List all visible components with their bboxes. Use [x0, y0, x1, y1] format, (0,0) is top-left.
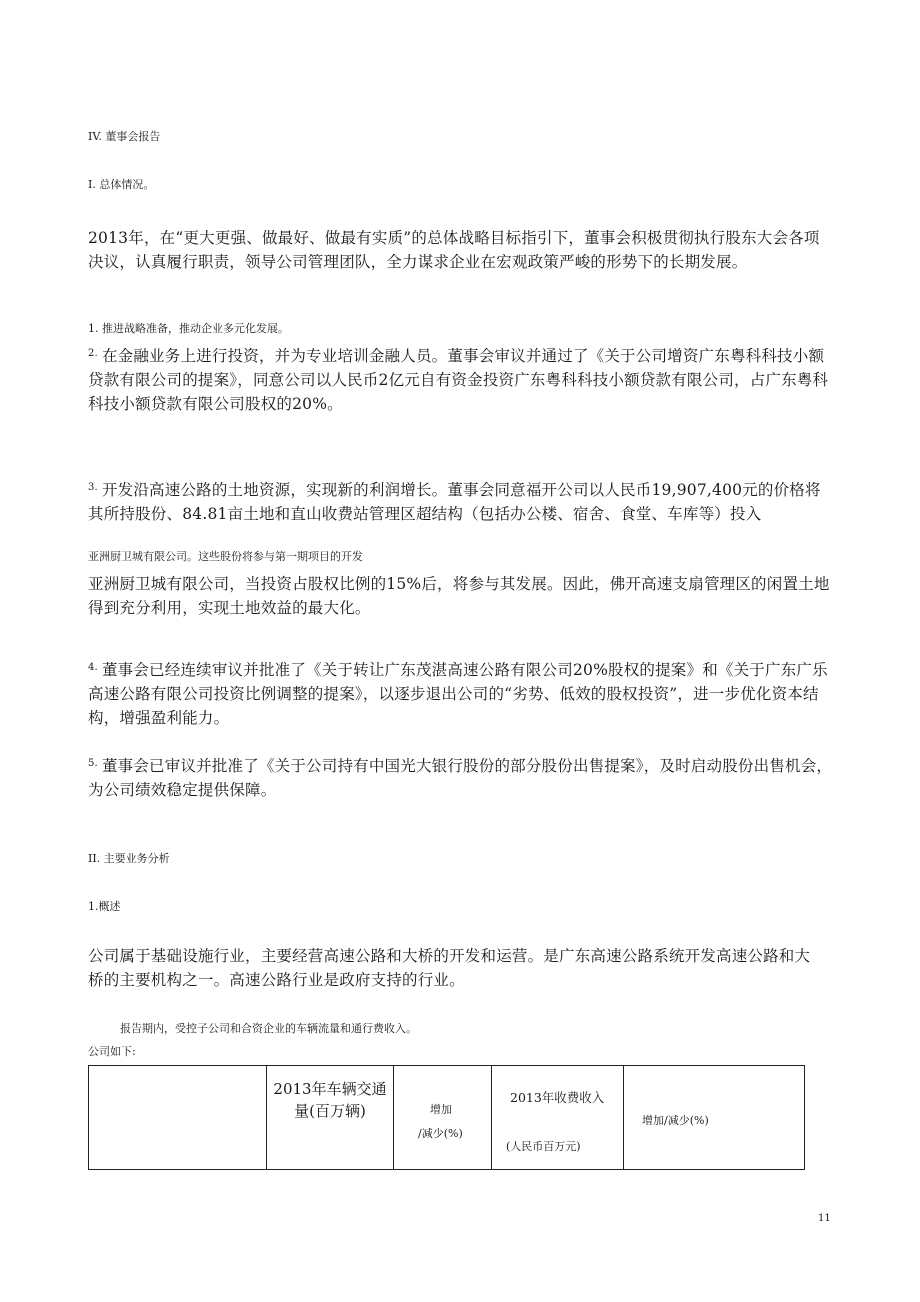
business-overview-paragraph: 公司属于基础设施行业，主要经营高速公路和大桥的开发和运营。是广东高速公路系统开发高速公路和大桥的主要机构之一。高速公路行业是政府支持的行业。: [88, 947, 811, 989]
list-item-text: 开发沿高速公路的土地资源，实现新的利润增长。董事会同意福开公司以人民币19,907,400元的价格将其所持股份、84.81亩土地和直山收费站管理区超结构（包括办公楼、宿舍、食堂、车库等）投入: [88, 481, 821, 523]
overview-paragraph: 2013年，在“更大更强、做最好、做最有实质”的总体战略目标指引下，董事会积极贯彻执行股东大会各项决议，认真履行职责，领导公司管理团队，全力谋求企业在宏观政策严峻的形势下的长期发展。: [88, 229, 820, 271]
list-item-text: 推进战略准备，推动企业多元化发展。: [102, 322, 289, 335]
overview-heading: I. 总体情况。: [88, 178, 155, 191]
page-number: 11: [818, 1213, 831, 1224]
table-header-revenue-change: 增加/减少(%): [624, 1066, 805, 1170]
list-item-number: 4.: [88, 662, 98, 673]
table-intro-line-1: 报告期内，受控子公司和合资企业的车辆流量和通行费收入。: [120, 1022, 417, 1035]
list-item-4: [88, 658, 833, 730]
table-header-traffic-volume: 2013年车辆交通量(百万辆): [267, 1066, 394, 1170]
list-item-3: [88, 478, 833, 526]
table-header-row: [89, 1066, 805, 1170]
table-header-toll-revenue: 2013年收费收入 (人民币百万元): [492, 1066, 624, 1170]
table-intro-line-2: 公司如下:: [88, 1045, 136, 1058]
traffic-revenue-table: [88, 1065, 805, 1170]
list-item-1: [88, 322, 289, 336]
table-header-traffic-change: 增加 /减少(%): [394, 1066, 492, 1170]
section-heading-business-analysis: II. 主要业务分析: [88, 852, 170, 865]
list-item-number: 1.: [88, 322, 99, 335]
list-item-number: 3.: [88, 482, 98, 493]
list-item-number: 2.: [88, 348, 98, 359]
list-item-text: 在金融业务上进行投资，并为专业培训金融人员。董事会审议并通过了《关于公司增资广东粤科科技小额贷款有限公司的提案》，同意公司以人民币2亿元自有资金投资广东粤科科技小额贷款有限公司，占广东粤科科技小额贷款有限公司股权的20%。: [88, 347, 829, 413]
list-item-2: [88, 344, 833, 416]
list-item-text: 董事会已经连续审议并批准了《关于转让广东茂湛高速公路有限公司20%股权的提案》和《关于广东广乐高速公路有限公司投资比例调整的提案》，以逐步退出公司的“劣势、低效的股权投资”，进一步优化资本结构，增强盈利能力。: [88, 661, 828, 727]
list-item-5: [88, 754, 833, 802]
list-item-text: 董事会已审议并批准了《关于公司持有中国光大银行股份的部分股份出售提案》，及时启动股份出售机会，为公司绩效稳定提供保障。: [88, 757, 833, 799]
table-cell-empty: [89, 1066, 267, 1170]
list-item-3-note: 亚洲厨卫城有限公司。这些股份将参与第一期项目的开发: [88, 550, 363, 563]
subsection-heading-overview: 1.概述: [88, 900, 121, 913]
section-heading-board-report: IV. 董事会报告: [88, 130, 161, 143]
list-item-3-continuation: 亚洲厨卫城有限公司，当投资占股权比例的15%后，将参与其发展。因此，佛开高速支扇管理区的闲置土地得到充分利用，实现土地效益的最大化。: [88, 575, 830, 617]
list-item-number: 5.: [88, 758, 98, 769]
